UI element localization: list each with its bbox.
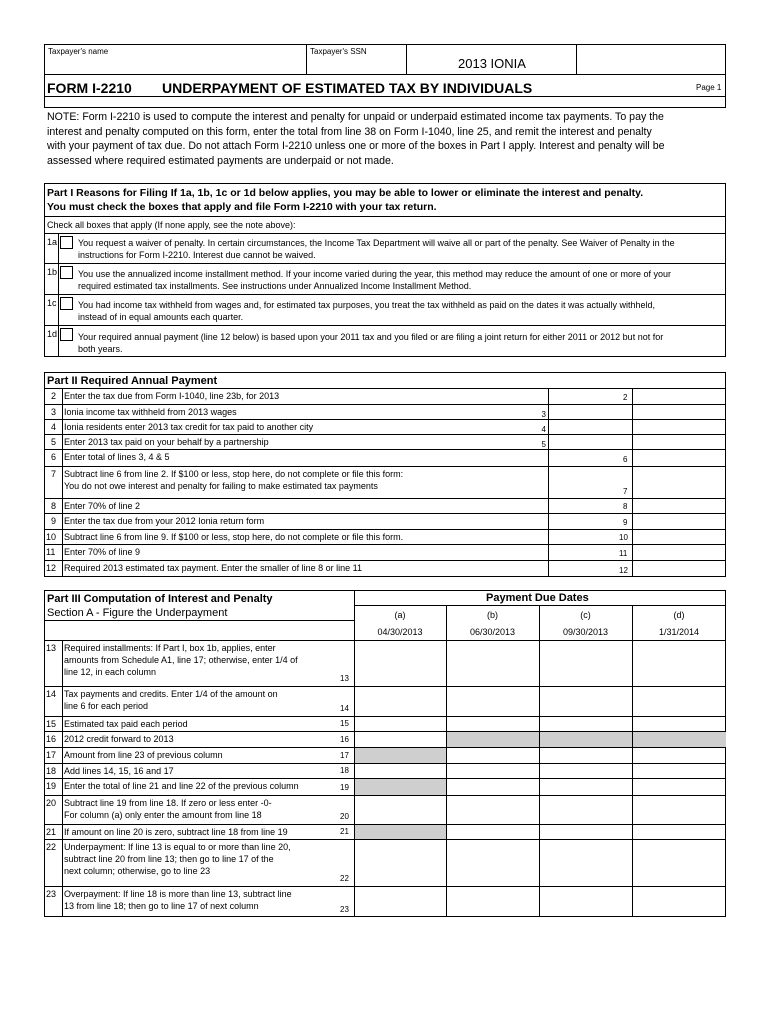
part3-amount-input[interactable] [540,641,631,685]
item-num-1b: 1b [47,267,58,277]
part3-amount-input[interactable] [540,796,631,823]
part3-amount-input[interactable] [355,796,445,823]
item-text-line: You request a waiver of penalty. In certain circumstances, the Income Tax Department will waive all or part of the penalty. See Waiver of Penalty in the [78,238,675,248]
part2-box-number: 11 [619,549,628,558]
part3-amount-input[interactable] [633,796,725,823]
part3-line-number: 14 [46,689,57,699]
part3-amount-input[interactable] [447,825,538,838]
taxpayer-name-input[interactable] [46,57,304,73]
column-date: 09/30/2013 [562,627,609,637]
part2-box-number: 9 [623,518,628,527]
part2-box-number: 8 [623,502,628,511]
part3-amount-input[interactable] [355,641,445,685]
part3-box-number: 20 [340,812,349,821]
part3-amount-input[interactable] [355,887,445,916]
part3-amount-input[interactable] [633,717,725,730]
note-line: NOTE: Form I-2210 is used to compute the interest and penalty for unpaid or underpaid estimated income tax payments. To pay the [47,111,664,123]
taxpayer-name-label: Taxpayer's name [48,47,109,56]
part2-amount-input[interactable] [633,467,725,497]
part3-box-number: 14 [340,704,349,713]
part2-amount-input[interactable] [633,389,725,403]
column-date: 04/30/2013 [377,627,423,637]
part3-box-number: 23 [340,905,349,914]
part3-box-number: 17 [340,751,349,760]
taxpayer-ssn-input[interactable] [308,57,404,73]
part2-line-text: Enter 70% of line 2 [64,501,141,511]
part3-line-number: 20 [46,798,57,808]
part3-amount-input[interactable] [447,796,538,823]
column-letter: (c) [580,610,591,620]
page-label: Page 1 [696,83,722,92]
checkbox-1b[interactable] [60,266,73,279]
shaded-cell [355,779,446,795]
part3-line-number: 15 [46,719,57,729]
shaded-cell [540,732,632,747]
part3-line-text: Tax payments and credits. Enter 1/4 of the amount on [64,689,278,699]
part3-amount-input[interactable] [447,641,538,685]
part2-line-number: 10 [46,532,57,542]
taxpayer-ssn-label: Taxpayer's SSN [310,47,367,56]
part3-line-text: Underpayment: If line 13 is equal to or more than line 20, [64,842,291,852]
part2-title: Part II Required Annual Payment [47,375,218,387]
note-line: interest and penalty computed on this form, enter the total from line 38 on Form I-1040, line 25, and remit the interest and penalty [47,125,652,138]
part3-amount-input[interactable] [540,779,631,794]
part2-amount-input[interactable] [633,514,725,528]
part3-amount-input[interactable] [447,717,538,730]
part2-amount-input[interactable] [633,530,725,543]
column-letter: (d) [673,610,685,620]
part3-line-number: 21 [46,827,57,837]
part3-line-text: Overpayment: If line 18 is more than line 13, subtract line [64,889,292,899]
part2-box-number: 5 [541,440,546,449]
part3-line-text: 13 from line 18; then go to line 17 of next column [64,901,259,911]
part3-box-number: 18 [340,766,349,775]
part2-line-number: 2 [51,391,57,401]
part2-amount-input[interactable] [633,545,725,559]
part3-line-text: If amount on line 20 is zero, subtract line 18 from line 19 [64,827,288,837]
part2-box-number: 12 [619,566,628,575]
part2-line-text: Enter 2013 tax paid on your behalf by a partnership [64,437,269,447]
column-date: 06/30/2013 [469,627,516,637]
part2-line-text: Ionia income tax withheld from 2013 wages [64,407,237,417]
column-letter: (b) [487,610,498,620]
checkbox-1a[interactable] [60,236,73,249]
item-text-line: both years. [78,344,123,354]
year-title: 2013 IONIA [458,56,526,71]
part2-box-number: 3 [541,410,546,419]
item-text-line: You had income tax withheld from wages and, for estimated tax purposes, you treat the tax withheld as paid on the dates it was actually withheld, [78,300,655,310]
part2-line-text: Enter the tax due from Form I-1040, line 23b, for 2013 [64,391,280,401]
part1-title-line2: You must check the boxes that apply and file Form I-2210 with your tax return. [47,201,437,213]
column-letter: (a) [394,610,406,620]
part3-line-text: For column (a) only enter the amount from line 18 [64,810,262,820]
part1-title-line1: Part I Reasons for Filing If 1a, 1b, 1c or 1d below applies, you may be able to lower or eliminate the interest and penalty. [47,187,644,199]
part3-amount-input[interactable] [540,887,631,916]
part3-amount-input[interactable] [540,825,631,838]
part2-line-text: Enter 70% of line 9 [64,547,141,557]
part2-amount-input[interactable] [633,561,725,576]
part2-line-number: 7 [51,469,57,479]
part2-line-text: Subtract line 6 from line 9. If $100 or less, stop here, do not complete or file this form. [64,532,404,542]
part3-amount-input[interactable] [540,764,631,777]
part2-line-number: 3 [51,407,57,417]
part2-line-text: Enter total of lines 3, 4 & 5 [64,452,170,462]
part3-box-number: 13 [340,674,349,683]
part2-amount-input[interactable] [549,435,631,448]
column-date: 1/31/2014 [658,627,700,637]
item-text-1d [78,331,663,355]
part3-amount-input[interactable] [540,717,631,730]
item-text-line: Your required annual payment (line 12 below) is based upon your 2011 tax and you filed or are filing a joint return for either 2011 or 2012 but not for [78,332,664,342]
part3-box-number: 16 [340,735,349,744]
shaded-cell [633,732,726,747]
part1-instruction: Check all boxes that apply (If none apply, see the note above): [47,220,296,230]
part3-amount-input[interactable] [355,732,445,746]
part3-amount-input[interactable] [540,840,631,885]
part3-line-text: 2012 credit forward to 2013 [64,734,174,744]
note-block [47,110,727,168]
form-title: UNDERPAYMENT OF ESTIMATED TAX BY INDIVIDUALS [162,80,533,96]
part3-line-text: subtract line 20 from line 13; then go to line 17 of the [64,854,274,864]
part3-line-number: 17 [46,750,57,760]
part3-amount-input[interactable] [540,687,631,715]
checkbox-1c[interactable] [60,297,73,310]
part2-line-number: 11 [46,547,56,557]
part2-box-number: 2 [623,393,628,402]
part3-amount-input[interactable] [447,687,538,715]
item-text-line: You use the annualized income installment method. If your income varied during the year, this method may reduce the amount of one or more of your [78,269,672,279]
part3-line-text: Add lines 14, 15, 16 and 17 [64,766,174,776]
part1-title [47,186,643,214]
part3-line-number: 13 [46,643,57,653]
part2-line-number: 6 [51,452,57,462]
part3-box-number: 22 [340,874,349,883]
part3-amount-input[interactable] [633,840,725,885]
part3-line-number: 16 [46,734,57,744]
part3-line-text: Required installments: If Part I, box 1b, applies, enter [64,643,276,653]
part3-amount-input[interactable] [355,764,445,777]
part3-amount-input[interactable] [447,840,538,885]
part3-amount-input[interactable] [633,748,725,762]
part2-line-number: 4 [51,422,57,432]
part2-line-number: 9 [51,516,57,526]
shaded-cell [447,732,539,747]
part2-amount-input[interactable] [633,450,725,465]
part3-amount-input[interactable] [447,779,538,794]
part2-line-text: Required 2013 estimated tax payment. Enter the smaller of line 8 or line 11 [64,563,362,573]
part2-box-number: 4 [541,425,546,434]
item-num-1c: 1c [47,298,57,308]
part2-line-number: 8 [51,501,57,511]
part2-line-text: Subtract line 6 from line 2. If $100 or less, stop here, do not complete or file this form: [64,469,404,479]
part3-line-text: amounts from Schedule A1, line 17; otherwise, enter 1/4 of [64,655,298,665]
item-text-line: instead of in equal amounts each quarter. [78,312,244,322]
part2-line-number: 12 [46,563,57,573]
part3-line-number: 18 [46,766,57,776]
item-num-1d: 1d [47,329,58,339]
part3-line-number: 23 [46,889,57,899]
part3-amount-input[interactable] [355,840,445,885]
section-a-title: Section A - Figure the Underpayment [47,607,228,619]
part3-amount-input[interactable] [633,825,725,838]
item-text-line: instructions for Form I-2210. Interest due cannot be waived. [78,250,316,260]
checkbox-1d[interactable] [60,328,73,341]
part3-title: Part III Computation of Interest and Penalty [47,593,273,605]
part3-amount-input[interactable] [355,687,445,715]
part3-line-text: Amount from line 23 of previous column [64,750,223,760]
part2-box-number: 7 [623,487,628,496]
part3-amount-input[interactable] [355,717,445,730]
item-num-1a: 1a [47,237,58,247]
part2-box-number: 6 [623,455,628,464]
form-id: FORM I-2210 [47,80,132,96]
part3-amount-input[interactable] [447,764,538,777]
shaded-cell [355,748,446,763]
header-box [44,44,726,108]
part2-line-text: You do not owe interest and penalty for failing to make estimated tax payments [64,481,378,491]
part3-line-text: Estimated tax paid each period [64,719,188,729]
part3-line-number: 19 [46,781,57,791]
part3-line-text: line 12, in each column [64,667,157,677]
item-text-1b [78,268,671,292]
part3-box-number: 15 [340,719,349,728]
part3-line-text: Subtract line 19 from line 18. If zero or less enter -0- [64,798,272,808]
part3-line-text: line 6 for each period [64,701,149,711]
part3-amount-input[interactable] [447,887,538,916]
part2-line-number: 5 [51,437,57,447]
part2-amount-input[interactable] [549,420,631,433]
note-line: assessed where required estimated payments are underpaid or not made. [47,154,394,167]
part2-amount-input[interactable] [549,405,631,418]
part2-box-number: 10 [619,533,628,542]
item-text-1c [78,299,655,323]
part3-box-number: 21 [340,827,349,836]
payment-due-dates-title: Payment Due Dates [486,592,589,604]
part2-line-text: Enter the tax due from your 2012 Ionia return form [64,516,265,526]
part3-amount-input[interactable] [633,887,725,916]
part3-amount-input[interactable] [633,641,725,685]
part3-amount-input[interactable] [633,779,725,794]
part3-box-number: 19 [340,783,349,792]
part3-amount-input[interactable] [633,687,725,715]
part3-line-number: 22 [46,842,57,852]
part2-line-text: Ionia residents enter 2013 tax credit for tax paid to another city [64,422,314,432]
item-text-line: required estimated tax installments. See instructions under Annualized Income Installment Method. [78,281,472,291]
shaded-cell [355,825,446,839]
part3-line-text: Enter the total of line 21 and line 22 of the previous column [64,781,299,791]
part3-line-text: next column; otherwise, go to line 23 [64,866,211,876]
note-line: with your payment of tax due. Do not attach Form I-2210 unless one or more of the boxes in Part I apply. Interest and penalty will be [47,140,665,152]
part3-amount-input[interactable] [540,748,631,762]
part3-amount-input[interactable] [633,764,725,777]
part2-amount-input[interactable] [633,499,725,512]
item-text-1a [78,237,675,261]
part3-amount-input[interactable] [447,748,538,762]
